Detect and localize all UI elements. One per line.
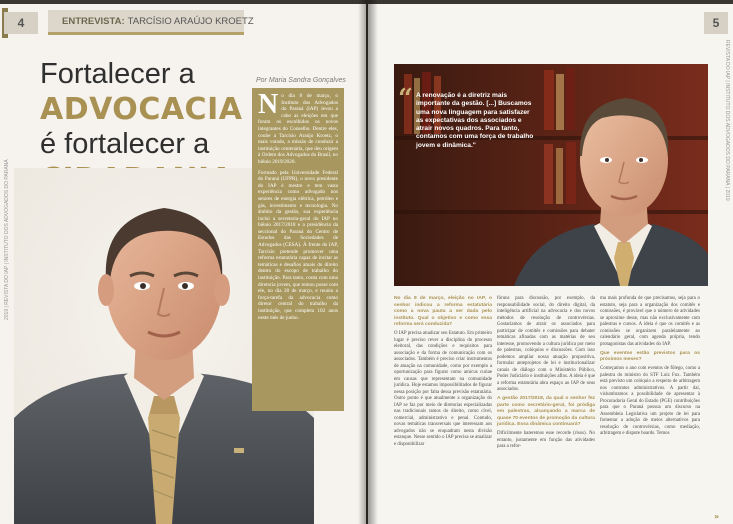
intro-paragraph-2: Formado pela Universidade Federal do Paraná (UFPR), o novo presidente do IAP é mestre e tem vasta experiência como advogado nos setores de energia elétrica, petróleo e gás, investimento e tecnologia. No âmbito da gestão, sua experiência inclui a secretaria-geral do IAP no biênio 2017/2018 e a presidência da seccional do Paraná do Centro de Estudos das Sociedades de Advogados (CESA). À frente do IAP, Tarcísio pretende promover uma reforma estatutária capaz de incitar as temáticas e desafios atuais do direito dentro do escopo de trabalho do instituição. Para tanto, conta com uma diretoria jovem, que tomou posse com ele, no dia 28 de março, e reuniu a força-tarefa da advocacia como diretor central do trabalho da instituição, que completa 102 anos neste mês de junho.: [258, 169, 338, 321]
question-3: Que eventos estão previstos para os próximos meses?: [600, 350, 700, 362]
answer-1: O IAP precisa atualizar seu Estatuto. Em primeiro lugar é preciso rever a disciplina do processo eleitoral, das condições e requisitos para associação e da forma de comunicação com os associados. Também é preciso criar instrumentos de atuação na comunidade, como por exemplo a oportunização para figurar como amicus curiae em causas que representam na comunidade jurídica. Hoje estamos impossibilitados de figurar nessa posição por falta dessa previsão estatutária. Outro ponto é que atualmente a organização do IAP se faz por meio de diretorias especializadas nas tradicionais ramos do direito, como cível, comercial, administrativo e penal. Contudo, novas temáticas transversais que interessam aos advogados não se enquadram nesta divisão estanque. Nesse sentido o IAP precisa se atualizar e disponibilizar: [394, 331, 492, 447]
article-column-2: [497, 296, 595, 453]
quote-mark-icon: “: [398, 84, 413, 114]
answer-2: Dificilmente bateremos esse recorde (risos). No entanto, justamente em função das atividades para a refor-: [497, 431, 595, 449]
intro-paragraph-1-text: o dia 8 de março, o Instituto dos Advogados do Paraná (IAP) levou a cabo as eleições em que foram os escolhidos os novos integrantes do Conselho. Dentre eles, coube a Tarcísio Araújo Kroetz, o mais votado, a missão de conduzir a instituição centenária, que deu origem à Ordem dos Advogados do Brasil, no biênio 2019/2020.: [258, 93, 338, 165]
article-column-3: [600, 296, 700, 440]
page-number-left: 4: [4, 12, 38, 34]
continue-arrow-icon: »: [714, 512, 720, 521]
answer-2-continued: ma mais profunda de que precisamos, seja para o estatuto, seja para a organização dos comitês e comissões, é provável que o número de atividades se aproxime desse, mas não exclusivamente com palestras e cursos. A ideia é que os comitês e as comissões se organizem paralelamente ao calendário geral, com agenda própria, tendo protagonistas das atividades do IAP.: [600, 296, 700, 347]
page-number-right: 5: [704, 12, 728, 34]
drop-cap: N: [258, 89, 279, 120]
section-name: TARCÍSIO ARAÚJO KROETZ: [127, 15, 254, 27]
byline: Por Maria Sandra Gonçalves: [256, 77, 346, 84]
headline-line-2: ADVOCACIA: [40, 92, 243, 127]
side-running-text-left: 2019 | REVISTA DO IAP | INSTITUTO DOS ADVOGADOS DO PARANÁ: [4, 159, 10, 320]
section-header: [48, 10, 254, 32]
header-rule: [48, 32, 244, 35]
headline-line-3: é fortalecer a: [40, 128, 210, 160]
answer-1-continued: fóruns para discussão, por exemplo, da responsabilidade social, do direito digital, da inteligência artificial na advocacia e dos novos métodos de resolução de controvérsias. Gostaríamos de atrair os associados para participar de comitês e comissões para debater temáticas afinadas com as matérias de seu interesse, promovendo a cultura jurídica por meio de palestras, colóquios e discussões. Com isso podemos ampliar nossa atuação propositiva, formular anteprojetos de lei e institucionalizar canais de diálogo com o Ministério Público, Poder Judiciário e instituições afins. A ideia é que a reforma estatutária abra espaço ao IAP de seus associados.: [497, 296, 595, 392]
intro-column: [252, 88, 344, 411]
answer-3: Começamos o ano com eventos de fôlego, como a palestra do ministro do STF Luiz Fux. Também está previsto um colóquio a respeito de arbitragem nos contratos administrativos. A partir daí, vislumbramos a possibilidade de apresentar à Procuradoria Geral do Estado (PGE) contribuições para que o Paraná possua um discurso na Assembleia Legislativa um projeto de lei para fomentar a adoção de meios alternativos para resolução de controvérsias, como mediação, arbitragem e dispute boards. Temos: [600, 366, 700, 436]
question-1: No dia 8 de março, eleição no IAP, o senhor indicou a reforma estatutária como a nova pauta a ser dada pelo instituto. Qual o objetivo e como essa reforma será conduzida?: [394, 296, 492, 327]
headline-line-1: Fortalecer a: [40, 58, 195, 90]
section-label: ENTREVISTA:: [62, 15, 125, 27]
article-column-1: [394, 296, 492, 451]
pull-quote: A renovação é a diretriz mais importante da gestão. [...] Buscamos uma nova linguagem para satisfazer as expectativas dos associados e atrair novos quadros. Para tanto, contamos com uma força de trabalho jovem e dinâmica.": [416, 92, 534, 149]
intro-paragraph-1: [258, 89, 338, 166]
side-running-text-right: REVISTA DO IAP | INSTITUTO DOS ADVOGADOS DO PARANÁ | 2019: [724, 40, 730, 201]
question-2: A gestão 2017/2018, da qual o senhor fez parte como secretário-geral, foi pródiga em palestras, alcançando a marca de quase 70 eventos de promoção da cultura jurídica. Essa dinâmica continuará?: [497, 396, 595, 427]
